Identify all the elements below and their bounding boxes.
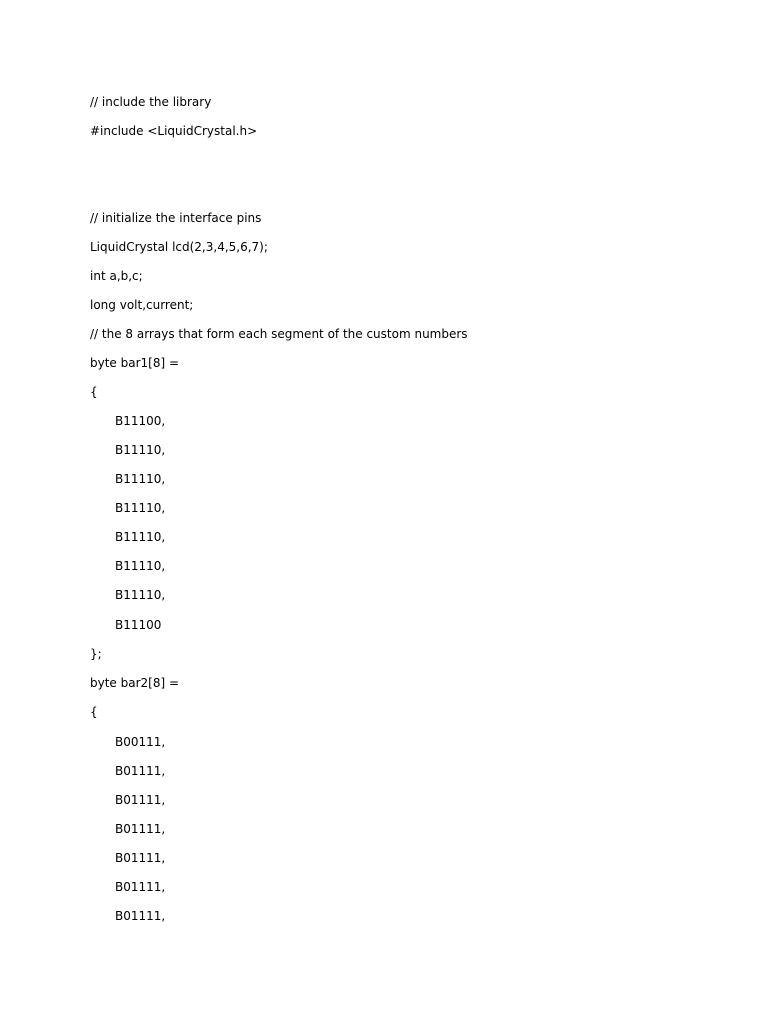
code-line: byte bar1[8] = xyxy=(90,356,180,370)
code-line: // initialize the interface pins xyxy=(90,211,262,225)
code-line: B11110, xyxy=(115,559,166,573)
code-line: { xyxy=(90,705,98,719)
code-line: B01111, xyxy=(115,851,166,865)
code-line: }; xyxy=(90,647,102,661)
code-line: byte bar2[8] = xyxy=(90,676,180,690)
code-line: B01111, xyxy=(115,764,166,778)
code-line: #include <LiquidCrystal.h> xyxy=(90,124,258,138)
code-line: B11110, xyxy=(115,443,166,457)
code-line: B01111, xyxy=(115,822,166,836)
code-line: B11110, xyxy=(115,472,166,486)
code-line: B11100 xyxy=(115,618,162,632)
code-line: B11110, xyxy=(115,501,166,515)
code-line: B11110, xyxy=(115,530,166,544)
code-line: B01111, xyxy=(115,909,166,923)
code-line: B00111, xyxy=(115,735,166,749)
code-line: // the 8 arrays that form each segment of the custom numbers xyxy=(90,327,468,341)
code-line: long volt,current; xyxy=(90,298,194,312)
code-line: LiquidCrystal lcd(2,3,4,5,6,7); xyxy=(90,240,268,254)
code-line: B11110, xyxy=(115,588,166,602)
code-line: { xyxy=(90,385,98,399)
code-line: B11100, xyxy=(115,414,166,428)
code-line: // include the library xyxy=(90,95,212,109)
code-line: int a,b,c; xyxy=(90,269,143,283)
code-line: B01111, xyxy=(115,793,166,807)
code-line: B01111, xyxy=(115,880,166,894)
